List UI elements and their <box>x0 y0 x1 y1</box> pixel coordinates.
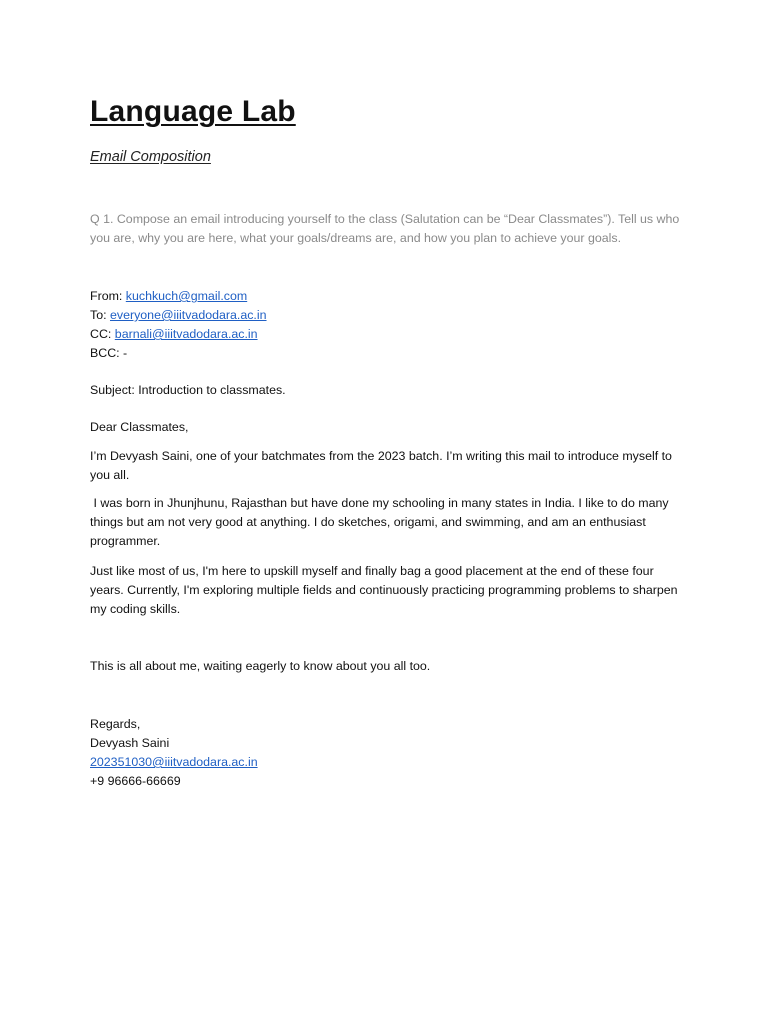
body-paragraph-2: I was born in Jhunjhunu, Rajasthan but have done my schooling in many states in India. I like to do many things but am not very good at anything. I do sketches, origami, and swimming, and am an enthusiast programmer. <box>90 496 673 548</box>
from-email-link[interactable]: kuchkuch@gmail.com <box>125 289 248 303</box>
cc-email-link[interactable]: barnali@iiitvadodara.ac.in <box>114 327 258 341</box>
sender-email-link[interactable]: 202351030@iiitvadodara.ac.in <box>90 755 258 769</box>
sender-name: Devyash Saini <box>90 736 170 750</box>
question-text: Q 1. Compose an email introducing yourself to the class (Salutation can be “Dear Classmates”). Tell us who you are, why you are here, what your goals/dreams are, and how you plan to achieve your goals. <box>90 212 680 245</box>
sender-phone: +9 96666-66669 <box>90 774 181 788</box>
cc-line <box>90 325 267 344</box>
cc-label: CC: <box>90 327 115 341</box>
signature-block <box>90 715 258 791</box>
email-header-block <box>90 287 267 363</box>
page-title: Language Lab <box>90 95 296 128</box>
to-line <box>90 306 267 325</box>
signoff: Regards, <box>90 717 141 731</box>
salutation: Dear Classmates, <box>90 420 189 434</box>
subject-line: Subject: Introduction to classmates. <box>90 383 286 397</box>
to-label: To: <box>90 308 110 322</box>
body-paragraph-3: Just like most of us, I'm here to upskill myself and finally bag a good placement at the end of these four years. Currently, I'm exploring multiple fields and continuously practicing programming problems to sharpen my coding skills. <box>90 564 678 616</box>
bcc-line: BCC: - <box>90 346 128 360</box>
from-line <box>90 287 267 306</box>
page-subtitle: Email Composition <box>90 149 211 165</box>
from-label: From: <box>90 289 126 303</box>
to-email-link[interactable]: everyone@iiitvadodara.ac.in <box>109 308 267 322</box>
body-paragraph-1: I’m Devyash Saini, one of your batchmates from the 2023 batch. I’m writing this mail to introduce myself to you all. <box>90 449 672 482</box>
body-paragraph-4: This is all about me, waiting eagerly to know about you all too. <box>90 659 431 673</box>
